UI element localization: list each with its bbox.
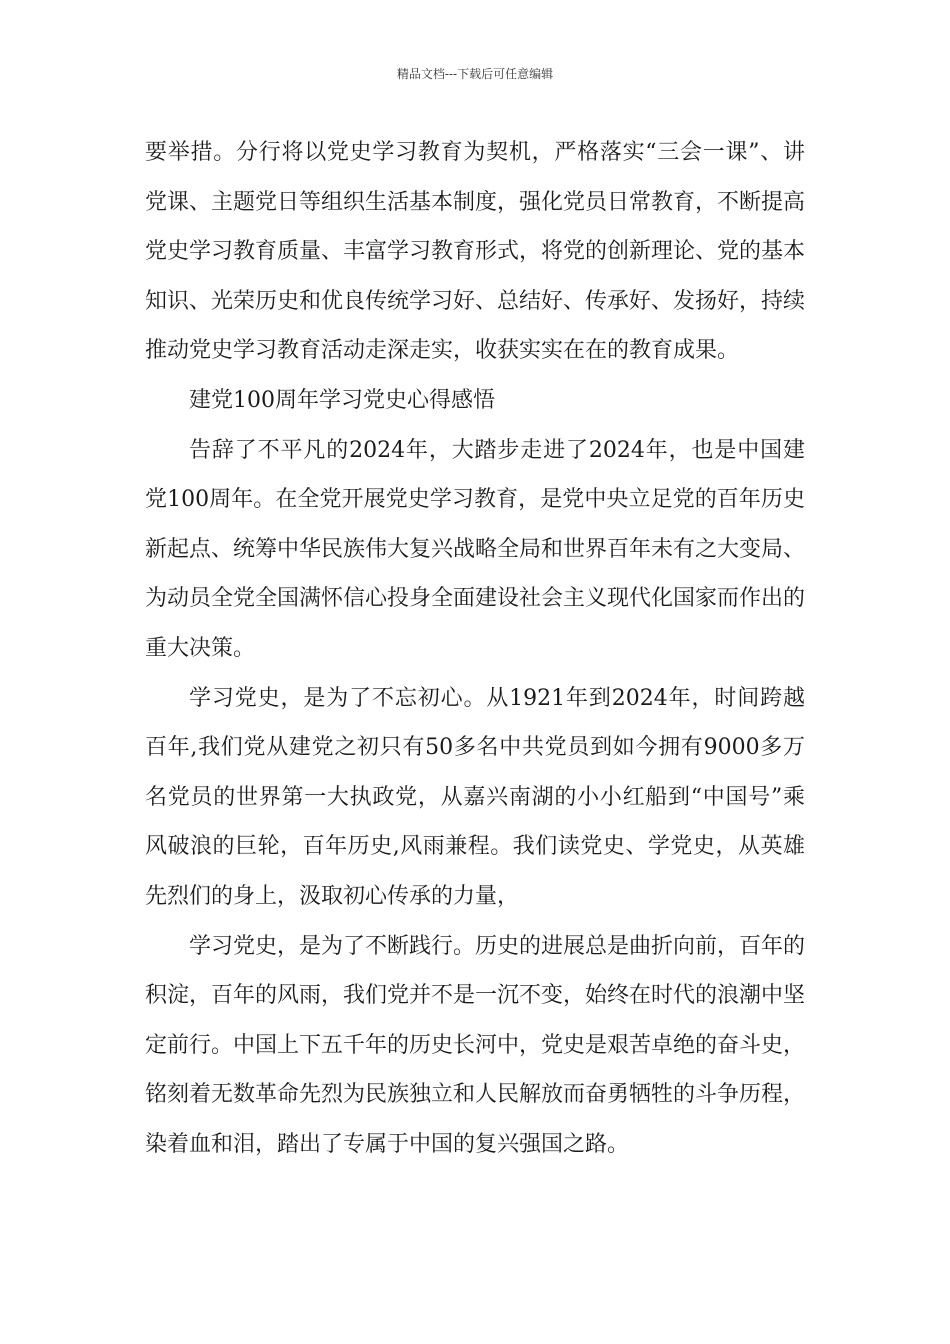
section-title: 建党100周年学习党史心得感悟 <box>189 387 495 413</box>
document-body <box>145 128 805 1169</box>
paragraph-3: 学习党史，是为了不断践行。历史的进展总是曲折向前，百年的积淀，百年的风雨，我们党并不是一沉不变，始终在时代的浪潮中坚定前行。中国上下五千年的历史长河中，党史是艰苦卓绝的奋斗史，铭刻着无数革命先烈为民族独立和人民解放而奋勇牺牲的斗争历程，染着血和泪，踏出了专属于中国的复兴强国之路。 <box>145 933 806 1157</box>
paragraph-2: 学习党史，是为了不忘初心。从1921年到2024年，时间跨越百年,我们党从建党之初只有50多名中共党员到如今拥有9000多万名党员的世界第一大执政党，从嘉兴南湖的小小红船到“中国号”乘风破浪的巨轮，百年历史,风雨兼程。我们读党史、学党史，从英雄先烈们的身上，汲取初心传承的力量， <box>145 685 805 909</box>
paragraph-1: 告辞了不平凡的2024年，大踏步走进了2024年，也是中国建党100周年。在全党开展党史学习教育，是党中央立足党的百年历史新起点、统筹中华民族伟大复兴战略全局和世界百年未有之大变局、为动员全党全国满怀信心投身全面建设社会主义现代化国家而作出的重大决策。 <box>145 437 806 661</box>
header-note: 精品文档---下载后可任意编辑 <box>396 67 554 81</box>
continued-paragraph: 要举措。分行将以党史学习教育为契机，严格落实“三会一课”、讲党课、主题党日等组织生活基本制度，强化党员日常教育，不断提高党史学习教育质量、丰富学习教育形式，将党的创新理论、党的基本知识、光荣历史和优良传统学习好、总结好、传承好、发扬好，持续推动党史学习教育活动走深走实，收获实实在在的教育成果。 <box>145 140 806 364</box>
